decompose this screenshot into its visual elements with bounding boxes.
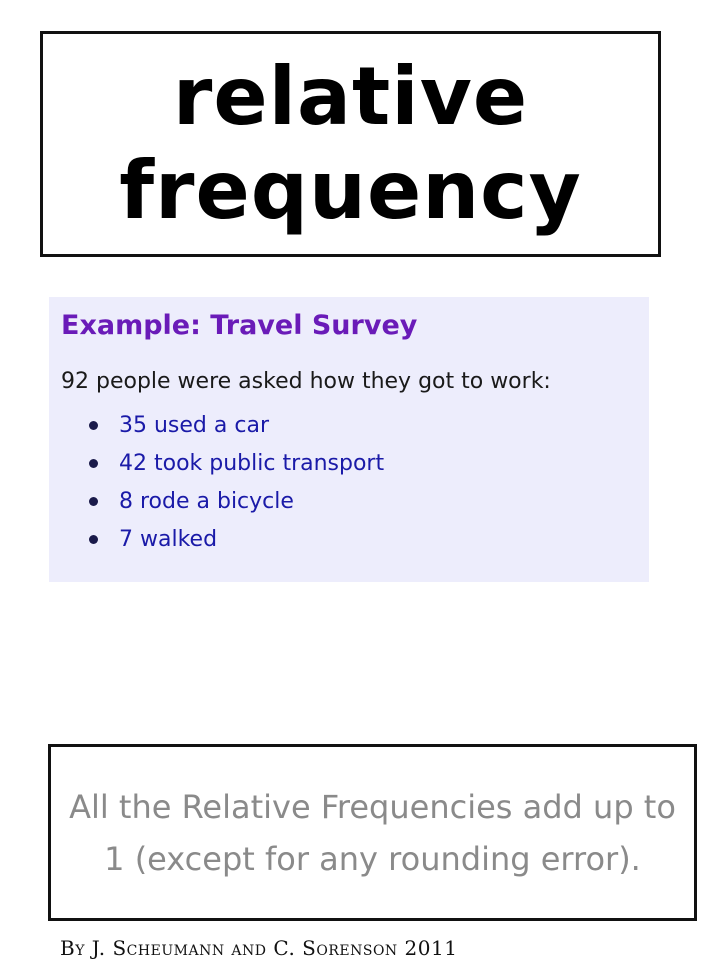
example-panel — [49, 297, 649, 582]
list-item-label: 8 rode a bicycle — [119, 489, 294, 514]
list-item-label: 35 used a car — [119, 413, 269, 438]
list-item — [89, 483, 639, 521]
title-line-2: frequency — [119, 144, 582, 237]
bullet-icon — [89, 535, 98, 544]
bullet-icon — [89, 421, 98, 430]
list-item — [89, 407, 639, 445]
bullet-icon — [89, 459, 98, 468]
list-item — [89, 445, 639, 483]
bullet-icon — [89, 497, 98, 506]
list-item — [89, 521, 639, 559]
example-intro: 92 people were asked how they got to work: — [61, 369, 551, 394]
list-item-label: 7 walked — [119, 527, 218, 552]
credit-line: By J. Scheumann and C. Sorenson 2011 — [60, 936, 458, 960]
title-box — [40, 31, 661, 257]
title-line-1: relative — [172, 50, 529, 143]
note-box — [48, 744, 697, 921]
example-heading: Example: Travel Survey — [61, 310, 418, 341]
list-item-label: 42 took public transport — [119, 451, 385, 476]
note-text: All the Relative Frequencies add up to 1 (except for any rounding error). — [69, 787, 676, 878]
example-list — [61, 407, 639, 559]
